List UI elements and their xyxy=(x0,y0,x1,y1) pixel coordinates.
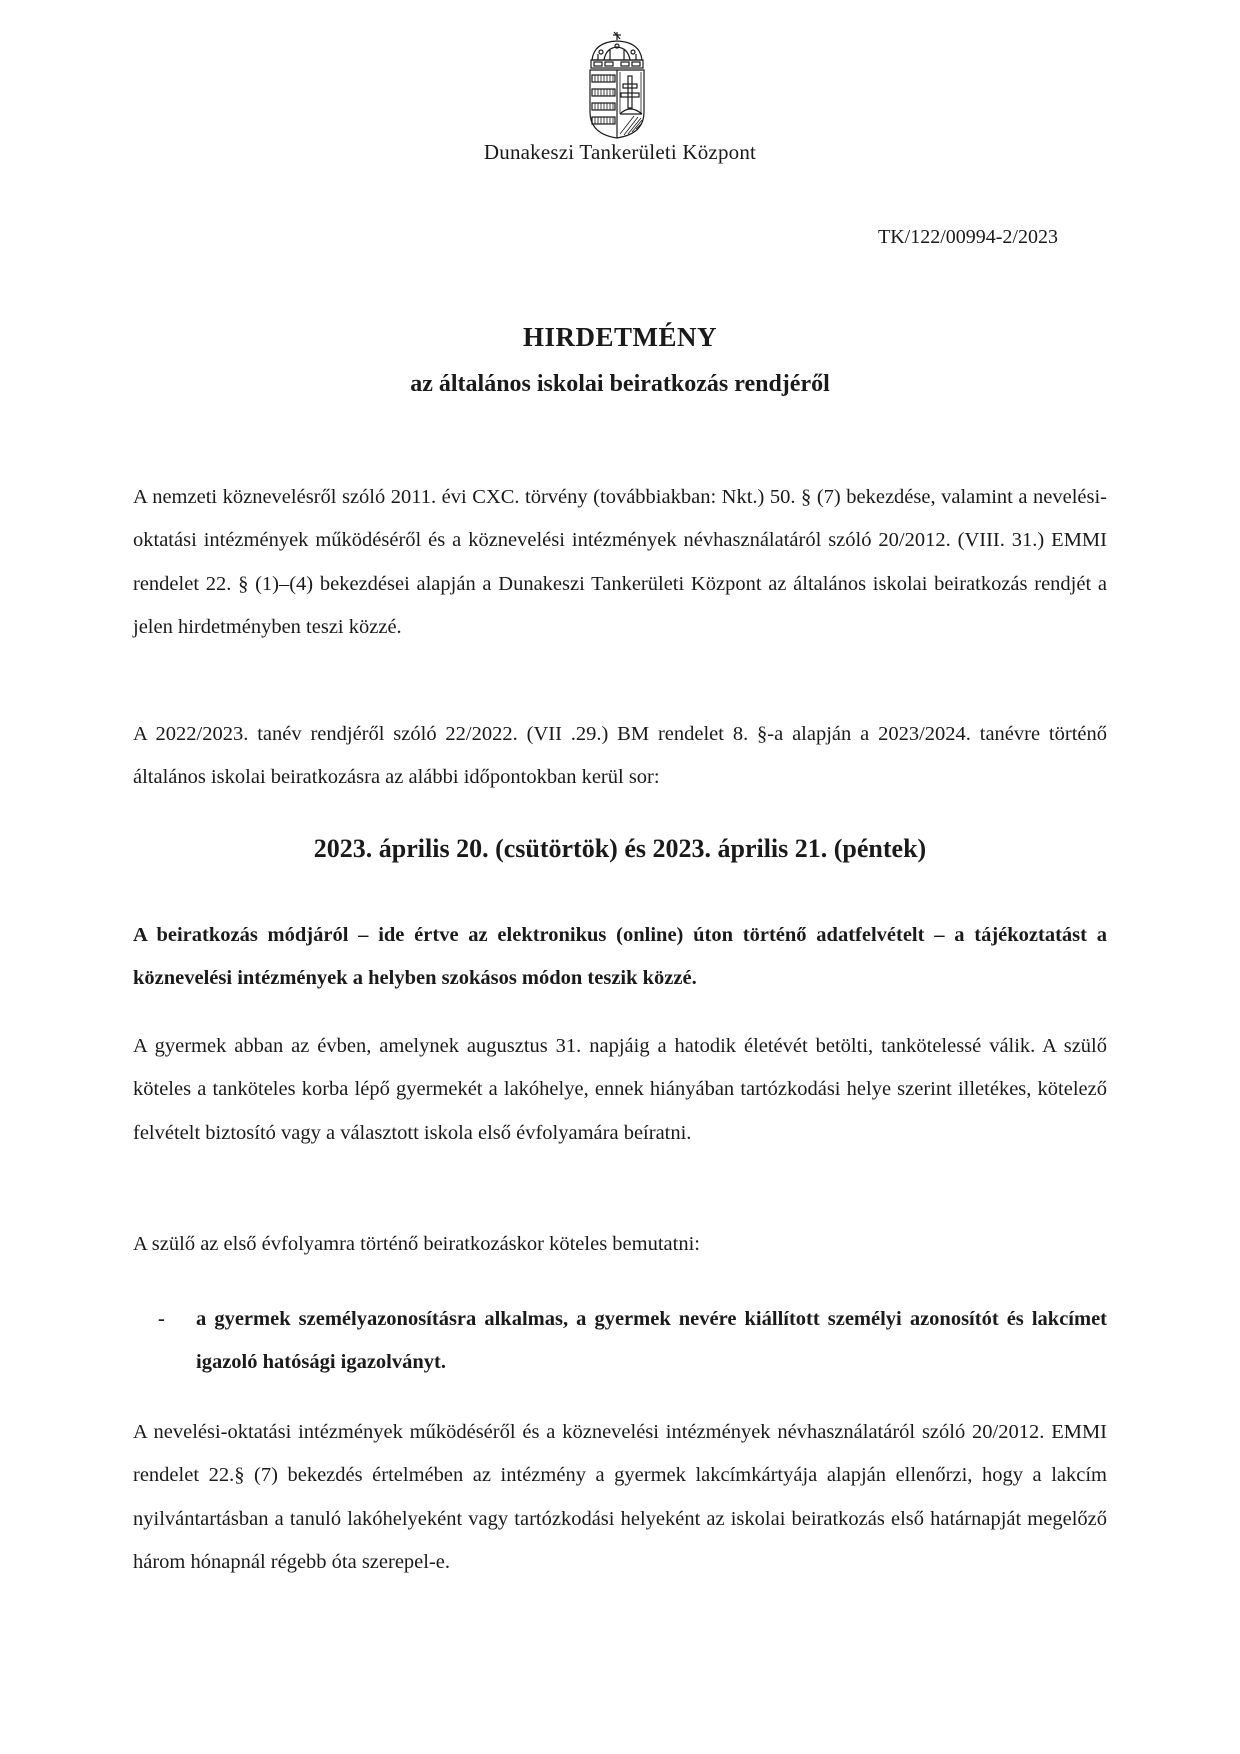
paragraph-compulsory-school-age: A gyermek abban az évben, amelynek augusztus 31. napjáig a hatodik életévét betölti, tankötelessé válik. A szülő köteles a tanköteles korba lépő gyermekét a lakóhelye, ennek hiányában tartózkodási helye szerint illetékes, kötelező felvételt biztosító vagy a választott iskola első évfolyamára beíratni. xyxy=(133,1035,1107,1144)
paragraph-required-documents-intro: A szülő az első évfolyamra történő beiratkozáskor köteles bemutatni: xyxy=(133,1233,700,1255)
paragraph-address-verification: A nevelési-oktatási intézmények működéséről és a köznevelési intézmények névhasználatáról szóló 20/2012. EMMI rendelet 22.§ (7) bekezdés értelmében az intézmény a gyermek lakcímkártyája alapján ellenőrzi, hogy a lakcím nyilvántartásban a tanuló lakóhelyeként vagy tartózkodási helyeként az iskolai beiratkozás első határnapját megelőző három hónapnál régebb óta szerepel-e. xyxy=(133,1421,1107,1573)
paragraph-enrollment-method: A beiratkozás módjáról – ide értve az elektronikus (online) úton történő adatfelvételt – a tájékoztatást a köznevelési intézmények a helyben szokásos módon teszik közzé. xyxy=(133,924,1107,990)
reference-number: TK/122/00994-2/2023 xyxy=(878,226,1058,248)
list-item: a gyermek személyazonosításra alkalmas, a gyermek nevére kiállított személyi azonosítót és lakcímet igazoló hatósági igazolványt. xyxy=(196,1308,1107,1374)
hungarian-coat-of-arms-icon xyxy=(584,30,650,140)
list-bullet: - xyxy=(158,1308,165,1330)
document-subtitle: az általános iskolai beiratkozás rendjéről xyxy=(410,371,830,397)
enrollment-dates: 2023. április 20. (csütörtök) és 2023. április 21. (péntek) xyxy=(313,834,927,863)
paragraph-legal-basis: A nemzeti köznevelésről szóló 2011. évi CXC. törvény (továbbiakban: Nkt.) 50. § (7) bekezdése, valamint a nevelési-oktatási intézmények működéséről és a köznevelési intézmények névhasználatáról szóló 20/2012. (VIII. 31.) EMMI rendelet 22. § (1)–(4) bekezdései alapján a Dunakeszi Tankerületi Központ az általános iskolai beiratkozás rendjét a jelen hirdetményben teszi közzé. xyxy=(133,486,1107,638)
document-title: HIRDETMÉNY xyxy=(522,322,717,352)
paragraph-schedule-basis: A 2022/2023. tanév rendjéről szóló 22/2022. (VII .29.) BM rendelet 8. §-a alapján a 2023/2024. tanévre történő általános iskolai beiratkozásra az alábbi időpontokban kerül sor: xyxy=(133,723,1107,789)
organization-name: Dunakeszi Tankerületi Központ xyxy=(483,140,757,164)
